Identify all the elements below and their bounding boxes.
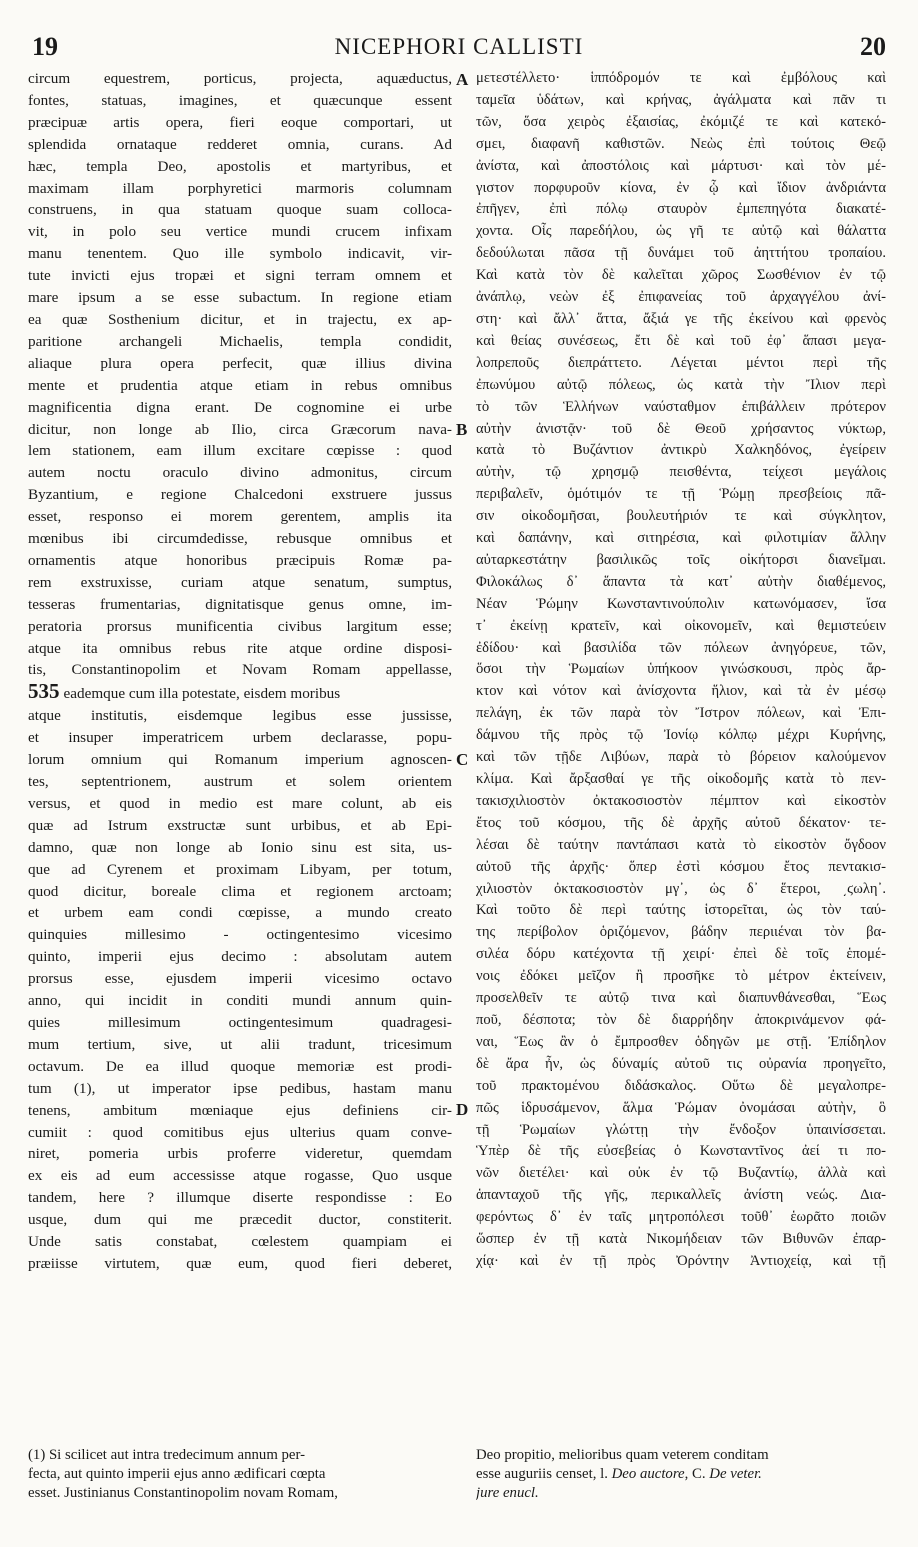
latin-text-line: atque ita omnibus rebus rite atque ordine disposi-: [28, 639, 452, 657]
greek-text-line: σιν οἰκοδομῆσαι, βουλευτήριόν τε καὶ σύγκλητον,: [476, 508, 886, 525]
greek-text-line: τ᾽ ἐκείνῃ κρατεῖν, καὶ οἰκονομεῖν, καὶ θεμιστεύειν: [476, 617, 886, 634]
latin-text-line: octavum. De ea illud quoque memoriæ est prodi-: [28, 1057, 452, 1075]
greek-text-line: Καὶ τοῦτο δὲ περὶ ταύτης ἱστορεῖται, ὡς τὸν ταύ-: [476, 902, 886, 919]
greek-text-line: μετεστέλλετο· ἱππόδρομόν τε καὶ ἐμβόλους καὶ: [476, 70, 886, 86]
greek-text-line: δὲ ἄρα ἦν, ὡς δύναμίς αὐτοῦ τις οὐρανία προηγεῖτο,: [476, 1055, 886, 1072]
latin-text-line: tes, septentrionem, austrum et solem orientem: [28, 773, 452, 790]
latin-text-line: dicitur, non longe ab Ilio, circa Græcorum nava-: [28, 420, 452, 438]
greek-text-line: αὐτοῦ τῆς ἀρχῆς· ὅπερ ἐστὶ κόσμου ἔτος πεντακισ-: [476, 858, 886, 875]
footnote-line: (1) Si scilicet aut intra tredecimum annum per-: [28, 1447, 306, 1463]
running-title: NICEPHORI CALLISTI: [334, 34, 584, 59]
margin-marker-c: C: [456, 750, 469, 769]
latin-column: [28, 68, 452, 1275]
greek-text-line: πῶς ἱδρυσάμενον, ἅλμα Ῥώμαν ὀνομάσαι αὐτὴν, ὃ: [476, 1099, 886, 1116]
greek-text-line: ἐπῆγεν, ἐπὶ πόλῳ σταυρὸν ἐμπεπηγότα διακατέ-: [476, 201, 886, 218]
greek-text-line: Ὑπὲρ δὲ τῆς εὐσεβείας ὁ Κωνσταντῖνος ἀεί τι πο-: [476, 1143, 886, 1160]
latin-text-line: splendida ornataque redderet omnia, curans. Ad: [28, 135, 452, 153]
greek-text-line: Νέαν Ῥώμην Κωνσταντινούπολιν κατωνόμασεν, ἴσα: [476, 595, 886, 612]
latin-text-line: mum tertium, sive, ut alii tradunt, tricesimum: [28, 1035, 452, 1053]
greek-text-line: χίᾳ· καὶ ἐν τῇ πρὸς Ὀρόντην Ἀντιοχείᾳ, καὶ τῇ: [476, 1252, 886, 1269]
greek-text-line: τῶν, ὅσα χειρὸς ἐξαισίας, ἐκόμιζέ τε καὶ κατεκό-: [476, 113, 886, 130]
latin-text-line: ex eis ad eum accessisse atque rogasse, Quo usque: [28, 1167, 452, 1185]
latin-text-line: manu tenentem. Quo ille symbolo indicavit, vir-: [28, 245, 452, 263]
greek-text-line: λοπρεποῦς διεπράττετο. Λέγεται μέντοι περὶ τῆς: [476, 354, 886, 371]
greek-text-line: ναι, Ἕως ἂν ὁ ἔμπροσθεν ὁδηγῶν με στῇ. Ἐπίδηλον: [476, 1033, 886, 1050]
greek-text-line: ποῦ, δέσποτα; τὸν δὲ διαρρήδην ἀποκρινάμενον φά-: [476, 1011, 886, 1028]
latin-text-line: quod dicitur, boreale clima et regionem arctoam;: [28, 882, 452, 900]
page-header: [28, 32, 890, 68]
footnote-left: [28, 1446, 452, 1504]
latin-text-line: que ad Cyrenem et proximam Libyam, per totum,: [28, 860, 452, 878]
greek-text-line: καὶ θείας συνέσεως, ἔτι δὲ καὶ τοῦ ἐφ᾽ ἅπασι μεγα-: [476, 332, 886, 349]
latin-text-line: niret, pomeria urbis proferre videretur, quemdam: [28, 1145, 452, 1163]
latin-text-line: tesseras frumentarias, dignitatisque genus omne, im-: [28, 595, 452, 613]
latin-text-line: et insuper imperatricem urbem declarasse, popu-: [28, 729, 452, 747]
latin-text-line: mente et prudentia atque etiam in rebus omnibus: [28, 376, 452, 394]
greek-text-line: σμει, διαφανῆ καθιστῶν. Νεὼς ἐπὶ τούτοις Θεῷ: [476, 135, 886, 152]
latin-text-line: ea quæ Sosthenium dicitur, et in trajectu, ex ap-: [28, 310, 452, 328]
latin-text-line: quinquies millesimo - octingentesimo vicesimo: [28, 926, 452, 944]
latin-text-line: usque, dum qui me præcedit ductor, constiterit.: [28, 1211, 452, 1229]
greek-text-line: ἀνάπλῳ, νεὼν ἐξ ἐπιφανείας τοῦ ἀρχαγγέλου ἀνί-: [476, 289, 886, 306]
greek-text-line: ἀνίστα, καὶ ἀποστόλοις καὶ μάρτυσι· καὶ τὸν μέ-: [476, 157, 886, 174]
latin-text-line: et urbem eam condi cœpisse, a mundo creato: [28, 904, 452, 922]
right-page-number: 20: [860, 32, 886, 61]
latin-text-line: construens, in qua statuam quoque suam colloca-: [28, 201, 452, 219]
latin-text-line: peratoria prorsus munificentia civibus largitum esse;: [28, 617, 452, 635]
greek-text-line: αὐτὴν, τῷ χρησμῷ πεισθέντα, τείχεσι μεγάλοις: [476, 464, 886, 481]
greek-text-line: σιλέα δόρυ κατέχοντα τῇ χειρί· ἐπεὶ δὲ τοῖς ἑπομέ-: [476, 946, 886, 963]
greek-text-line: στη· καὶ ἄλλ᾽ ἅττα, ἄξιά γε τῆς ἐκείνου καὶ φρενὸς: [476, 310, 886, 327]
greek-text-line: κλίμα. Καὶ ἄρξασθαί γε τῆς οἰκοδομῆς κατὰ τὸ πεν-: [476, 771, 886, 787]
latin-text-line: quæ ad Istrum exstructæ sunt urbibus, et ab Epi-: [28, 816, 452, 834]
greek-text-line: κτον καὶ νότον καὶ ἀνίσχοντα ἥλιον, καὶ τὰ ἐν μέσῳ: [476, 683, 886, 700]
latin-text-line: vit, in polo seu vertice mundi crucem infixam: [28, 223, 452, 241]
left-page-number: 19: [32, 32, 58, 61]
greek-text-line: ἁπανταχοῦ τῆς γῆς, περικαλλεῖς ἀνίστη νεώς. Δια-: [476, 1187, 886, 1204]
greek-text-line: ταμεῖα ὑδάτων, καὶ κρήνας, ἀγάλματα καὶ πᾶν τι: [476, 91, 886, 108]
latin-text-line: anno, qui incidit in conditi mundi annum quin-: [28, 992, 452, 1010]
footnote-line: [476, 1484, 886, 1503]
column-number: 535: [28, 681, 60, 704]
latin-text-line: cumiit : quod comitibus ejus ulterius quam conve-: [28, 1123, 452, 1141]
latin-text-line: quinto, imperii ejus decimo : absolutam autem: [28, 948, 452, 966]
margin-marker-b: B: [456, 420, 468, 439]
footnote-line: Deo propitio, melioribus quam veterem conditam: [476, 1447, 769, 1463]
greek-text-line: ἔτος τοῦ κόσμου, τῆς δὲ ἀρχῆς αὐτοῦ δέκατον· τε-: [476, 814, 886, 831]
footnote-text: esse auguriis censet, l.: [476, 1466, 608, 1483]
greek-text-line: καὶ τῶν τῇδε Λιβύων, παρὰ τὸ βόρειον καλούμενον: [476, 749, 886, 766]
footnote-line: fecta, aut quinto imperii ejus anno ædificari cœpta: [28, 1466, 326, 1483]
latin-text-line: tum (1), ut imperator ipse pedibus, hastam manu: [28, 1079, 452, 1097]
greek-text-line: περιβαλεῖν, ὁμότιμόν τε τῇ Ῥώμῃ πρεσβείοις πᾶ-: [476, 486, 886, 503]
latin-text-line: magnificentia digna erant. De cognomine ei urbe: [28, 398, 452, 416]
latin-text-line: lorum omnium qui Romanum imperium agnoscen-: [28, 751, 452, 769]
greek-text-line: χοντα. Οἷς παρεδήλου, ὡς γῆ τε αὐτῷ καὶ θάλαττα: [476, 223, 886, 240]
greek-text-line: καὶ δαπάνην, καὶ σιτηρέσια, καὶ φιλοτιμίαν ἄλλην: [476, 530, 886, 547]
greek-text-line: φερόντως δ᾽ ἐν ταῖς μητροπόλεσι τοῦθ᾽ ἑωρᾶτο ποιῶν: [476, 1209, 886, 1226]
greek-text-line: ὅσοι τὴν Ῥωμαίων ὑπήκοον γινώσκουσι, πρὸς ἄρ-: [476, 661, 886, 678]
footnote-citation: Deo auctore: [611, 1466, 685, 1483]
latin-text-line: Byzantium, e regione Chalcedoni exstruere jussus: [28, 486, 452, 504]
latin-text-line: paritione archangeli Michaelis, templa condidit,: [28, 332, 452, 350]
latin-text-line: atque institutis, eisdemque legibus esse jussisse,: [28, 707, 452, 725]
latin-text-line: præiisse virtutem, quæ eum, quod fieri deberet,: [28, 1254, 452, 1272]
footnote-citation: De veter.: [709, 1466, 762, 1483]
greek-text-line: χιλιοστὸν ὀκτακοσιοστὸν μγ᾽, ὡς δ᾽ ἕτεροι, ͵ϛωλη᾽.: [476, 880, 886, 897]
latin-text-line: lem stationem, eam illum excitare cœpisse : quod: [28, 442, 452, 460]
greek-text-line: νοις ἐδόκει μεῖζον ἢ προσῆκε τὸ μέτρον ἐκτείνειν,: [476, 968, 886, 985]
latin-text-line: Unde satis constabat, cœlestem quampiam ei: [28, 1233, 452, 1251]
latin-text-line: mœnibus ibi circumdedisse, rebusque omnibus et: [28, 530, 452, 548]
latin-text-line: versus, et quod in medio est mare colunt, ab eis: [28, 794, 452, 812]
greek-text-line: της περίβολον ὁριζόμενον, βάδην περιιέναι τὸν βα-: [476, 924, 886, 941]
latin-text-line: esset, responso ei morem gerentem, amplis ita: [28, 508, 452, 526]
margin-marker-a: A: [456, 70, 469, 89]
footnote-right: [476, 1446, 886, 1504]
latin-text-line: tandem, here ? illumque diserte respondisse : Eo: [28, 1189, 452, 1207]
greek-text-line: ἐπωνύμου αὐτῷ πόλεως, ὡς κατὰ τὴν Ἴλιον περὶ: [476, 376, 886, 393]
greek-text-line: δάμνου τῆς πρὸς τῷ Ἰονίῳ κόλπῳ μέχρι Κυρήνης,: [476, 727, 886, 744]
latin-text-line: 535 eademque cum illa potestate, eisdem moribus: [28, 681, 341, 704]
latin-text-line: tute invicti ejus tropæi et signi terram omnem et: [28, 267, 452, 285]
greek-text-line: λέσαι δὲ ταύτην παντάπασι κατὰ τὸ εἰκοστὸν ὄγδοον: [476, 836, 886, 853]
greek-text-line: Φιλοκάλως δ᾽ ἅπαντα τὰ κατ᾽ αὐτὴν διαθέμενος,: [476, 573, 886, 590]
latin-text-line: quies millesimum octingentesimum quadragesi-: [28, 1013, 452, 1031]
greek-text-line: δεδούλωται πᾶσα τῇ δυνάμει τοῦ ἀηττήτου τροπαίου.: [476, 245, 886, 262]
greek-text-line: τακισχιλιοστὸν ὀκτακοσιοστὸν πέμπτον καὶ εἰκοστὸν: [476, 792, 886, 809]
greek-column: [476, 68, 886, 1273]
margin-marker-d: D: [456, 1100, 469, 1119]
latin-text-line: autem noctu oraculo divino admonitus, circum: [28, 464, 452, 482]
greek-text-line: ὥσπερ ἐν τῇ κατὰ Νικομήδειαν τῶν Βιθυνῶν ἐπαρ-: [476, 1231, 886, 1248]
latin-text-line: rem exstruxisse, curiam atque senatum, sumptus,: [28, 573, 452, 591]
latin-text-line: mare ipsum a se esse subactum. In regione etiam: [28, 289, 452, 307]
latin-text-line: maximam illam porphyretici marmoris columnam: [28, 179, 452, 197]
footnote-text: , C.: [684, 1466, 706, 1483]
latin-text-line: damno, quæ non longe ab Ionio sinu est sita, us-: [28, 838, 452, 856]
latin-text-line: ornamentis atque honoribus præcipuis Romæ pa-: [28, 551, 452, 569]
footnote-line: esset. Justinianus Constantinopolim novam Romam,: [28, 1485, 338, 1502]
latin-text-line: circum equestrem, porticus, projecta, aquæductus,: [28, 70, 452, 87]
footnote-citation: jure enucl.: [476, 1485, 539, 1502]
latin-text-line: præcipuæ artis opera, fieri eoque comportari, ut: [28, 113, 452, 131]
latin-text-line: fontes, statuas, imagines, et quæcunque essent: [28, 91, 452, 109]
greek-text-line: αὐτὴν ἀνιστᾷν· τοῦ δὲ Θεοῦ χρήσαντος νύκτωρ,: [476, 420, 886, 437]
footnote-line: [476, 1465, 886, 1484]
greek-text-line: Καὶ κατὰ τὸν δὲ καλεῖται χῶρος Σωσθένιον ἐν τῷ: [476, 267, 886, 284]
greek-text-line: αὐταρκεστάτην βασιλικῶς τοῖς οἰκήτορσι διανεῖμαι.: [476, 551, 886, 568]
greek-text-line: πελάγη, ἐκ τῶν παρὰ τὸν Ἴστρον πόλεων, καὶ Ἐπι-: [476, 705, 886, 722]
latin-text-line: tis, Constantinopolim et Novam Romam appellasse,: [28, 661, 452, 679]
latin-text-line: prorsus esse, ejusdem imperii vicesimo octavo: [28, 970, 452, 988]
greek-text-line: τοῦ πρακτομένου διδάσκαλος. Οὕτω δὲ μεγαλοπρε-: [476, 1077, 886, 1094]
greek-text-line: τὸ τῶν Ἑλλήνων ναύσταθμον ἐπιβάλλειν πρότερον: [476, 398, 886, 415]
latin-text-line: hæc, templa Deo, apostolis et martyribus, et: [28, 157, 452, 175]
greek-text-line: κατὰ τὸ Βυζάντιον ἀντικρὺ Χαλκηδόνος, ἐγείρειν: [476, 442, 886, 459]
greek-text-line: νῶν διετέλει· καὶ οὐκ ἐν τῷ Βυζαντίῳ, ἀλλὰ καὶ: [476, 1165, 886, 1182]
greek-text-line: τῇ Ῥωμαίων γλώττῃ τὴν ἔνδοξον ὑπαινίσσεται.: [476, 1121, 886, 1138]
greek-text-line: προσελθεῖν τε αὐτῷ τινα καὶ διαπυνθάνεσθαι, Ἕως: [476, 990, 886, 1007]
latin-text-line: tenens, ambitum mœniaque ejus definiens cir-: [28, 1101, 452, 1119]
greek-text-line: γιστον πορφυροῦν κίονα, ἐν ᾧ καὶ ἴδιον ἀνδριάντα: [476, 179, 886, 196]
latin-text-line: aliaque plura opera perfecit, quæ illius divina: [28, 354, 452, 372]
greek-text-line: ἐδίδου· καὶ βασιλίδα τῶν πόλεων ἀνηγόρευε, τῶν,: [476, 639, 886, 656]
